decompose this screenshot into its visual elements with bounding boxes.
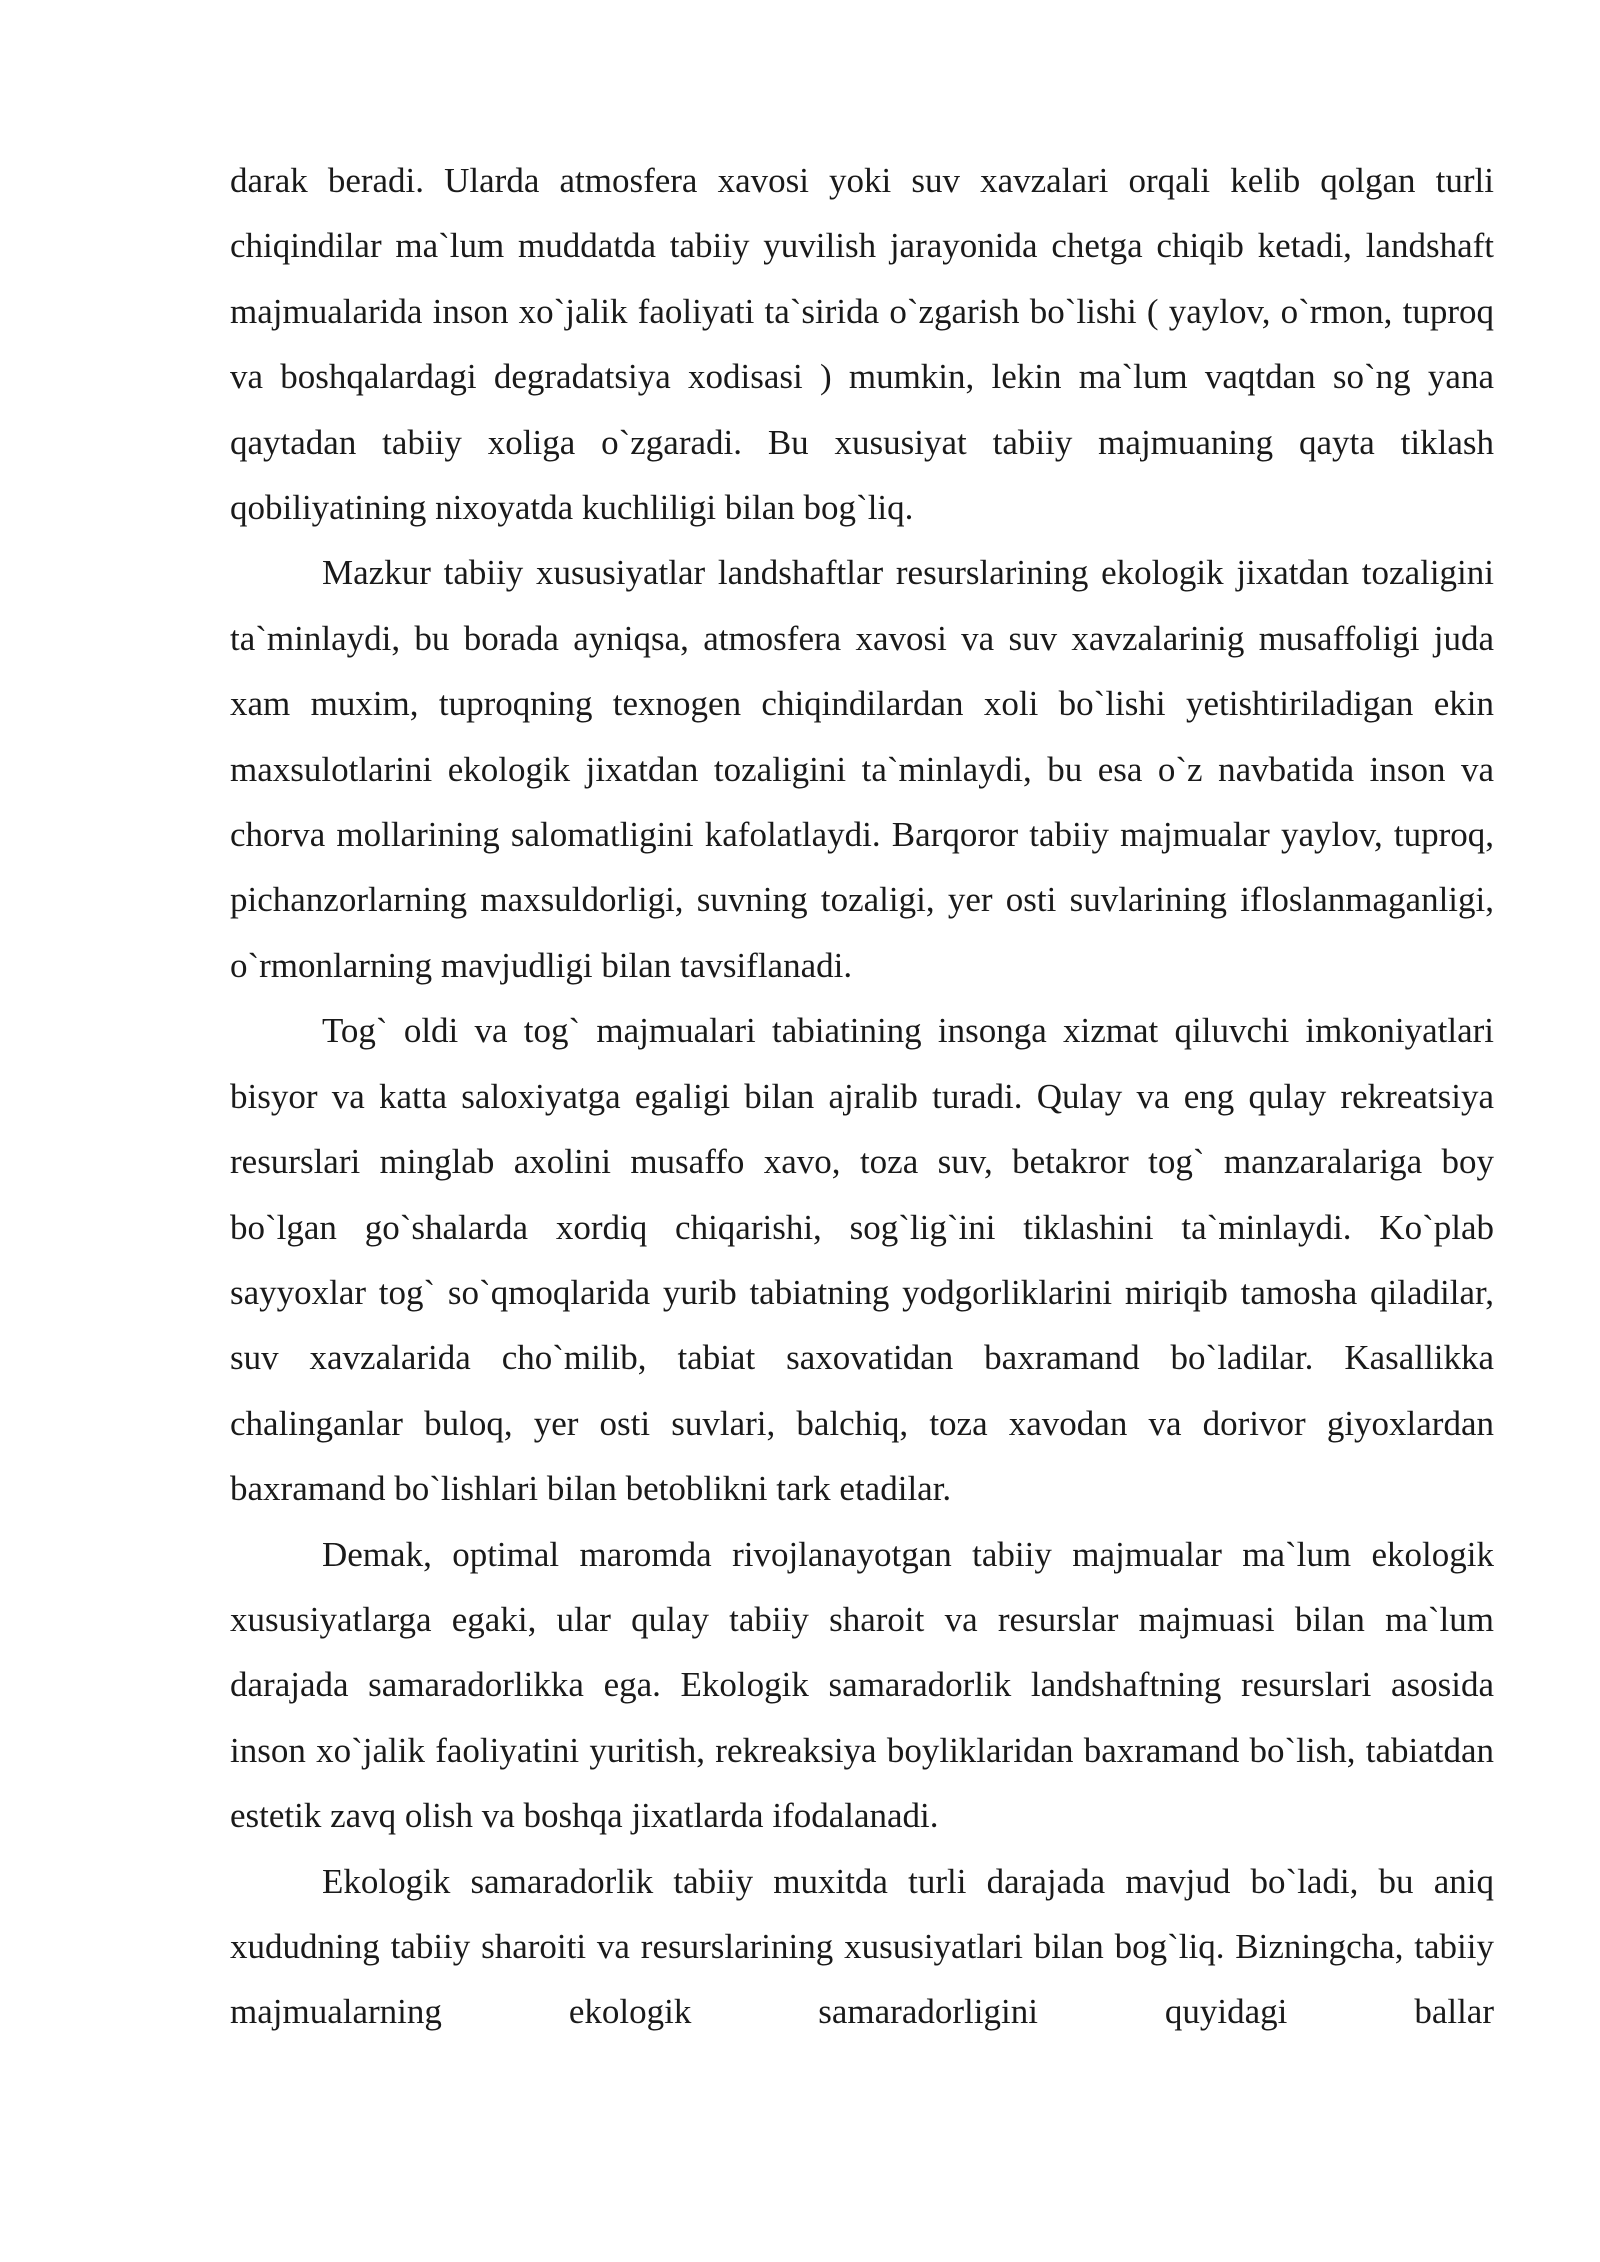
paragraph-2: Mazkur tabiiy xususiyatlar landshaftlar resurslarining ekologik jixatdan tozaligini ta`minlaydi, bu borada ayniqsa, atmosfera xavosi va suv xavzalarinig musaffoligi juda xam muxim, tuproqning texnogen chiqindilardan xoli bo`lishi yetishtiriladigan ekin maxsulotlarini ekologik jixatdan tozaligini ta`minlaydi, bu esa o`z navbatida inson va chorva mollarining salomatligini kafolatlaydi. Barqoror tabiiy majmualar yaylov, tuproq, pichanzorlarning maxsuldorligi, suvning tozaligi, yer osti suvlarining ifloslanmaganligi, o`rmonlarning mavjudligi bilan tavsiflanadi. [230, 553, 1494, 985]
document-page [230, 148, 1494, 2045]
paragraph-4: Demak, optimal maromda rivojlanayotgan tabiiy majmualar ma`lum ekologik xususiyatlarga egaki, ular qulay tabiiy sharoit va resurslar majmuasi bilan ma`lum darajada samaradorlikka ega. Ekologik samaradorlik landshaftning resurslari asosida inson xo`jalik faoliyatini yuritish, rekreaksiya boyliklaridan baxramand bo`lish, tabiatdan estetik zavq olish va boshqa jixatlarda ifodalanadi. [230, 1534, 1494, 1836]
paragraph-5: Ekologik samaradorlik tabiiy muxitda turli darajada mavjud bo`ladi, bu aniq xududning tabiiy sharoiti va resurslarining xususiyatlari bilan bog`liq. Bizningcha, tabiiy majmualarning ekologik samaradorligini quyidagi ballar [230, 1861, 1494, 2032]
paragraph-1: darak beradi. Ularda atmosfera xavosi yoki suv xavzalari orqali kelib qolgan turli chiqindilar ma`lum muddatda tabiiy yuvilish jarayonida chetga chiqib ketadi, landshaft majmualarida inson xo`jalik faoliyati ta`sirida o`zgarish bo`lishi ( yaylov, o`rmon, tuproq va boshqalardagi degradatsiya xodisasi ) mumkin, lekin ma`lum vaqtdan so`ng yana qaytadan tabiiy xoliga o`zgaradi. Bu xususiyat tabiiy majmuaning qayta tiklash qobiliyatining nixoyatda kuchliligi bilan bog`liq. [230, 161, 1494, 528]
paragraph-3: Tog` oldi va tog` majmualari tabiatining insonga xizmat qiluvchi imkoniyatlari bisyor va katta saloxiyatga egaligi bilan ajralib turadi. Qulay va eng qulay rekreatsiya resurslari minglab axolini musaffo xavo, toza suv, betakror tog` manzaralariga boy bo`lgan go`shalarda xordiq chiqarishi, sog`lig`ini tiklashini ta`minlaydi. Ko`plab sayyoxlar tog` so`qmoqlarida yurib tabiatning yodgorliklarini miriqib tamosha qiladilar, suv xavzalarida cho`milib, tabiat saxovatidan baxramand bo`ladilar. Kasallikka chalinganlar buloq, yer osti suvlari, balchiq, toza xavodan va dorivor giyoxlardan baxramand bo`lishlari bilan betoblikni tark etadilar. [230, 1011, 1494, 1509]
